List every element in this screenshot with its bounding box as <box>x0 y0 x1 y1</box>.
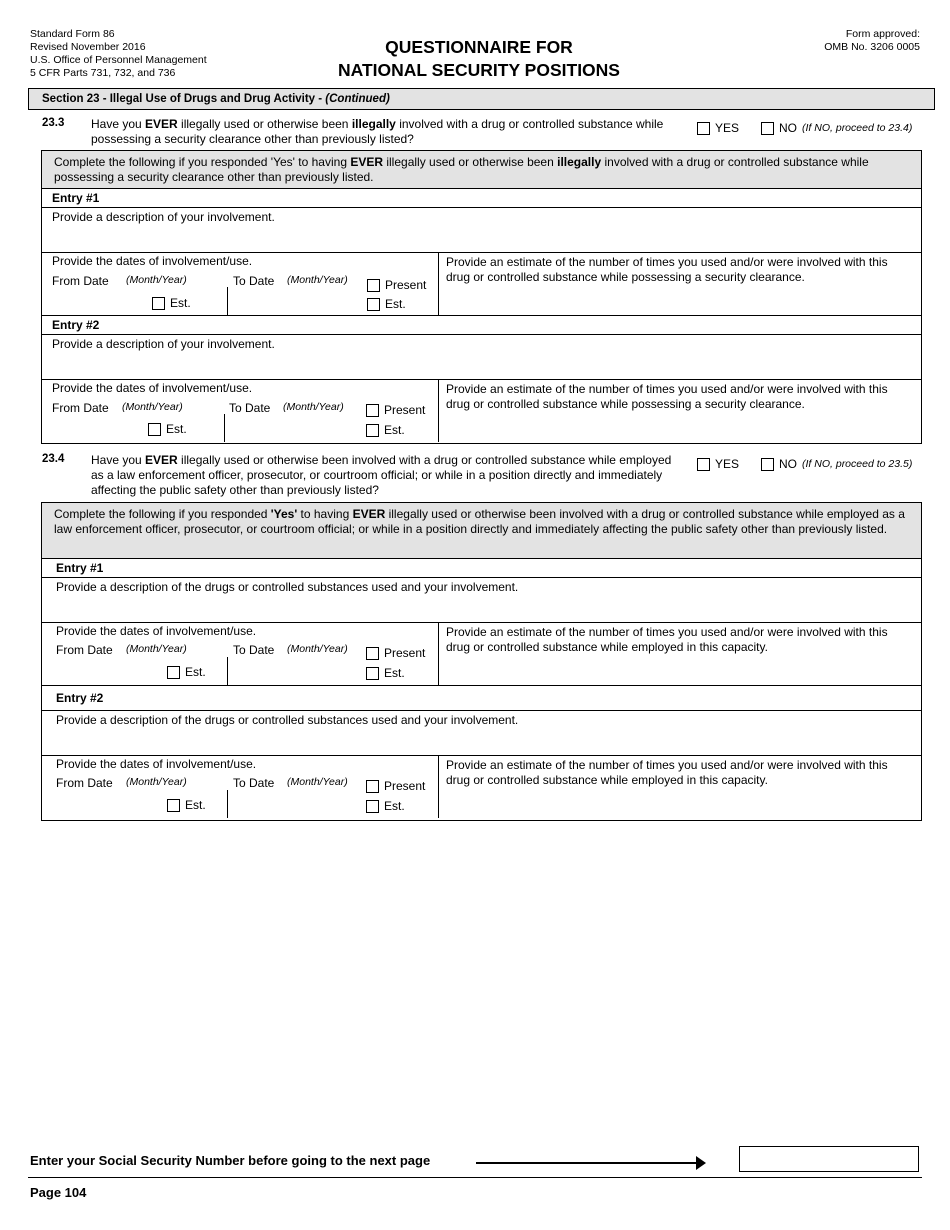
form-revision: Revised November 2016 <box>30 41 146 53</box>
footer-divider <box>28 1177 922 1178</box>
yes-checkbox-23-4[interactable] <box>697 458 710 471</box>
dates-block <box>42 380 439 442</box>
omb-number: OMB No. 3206 0005 <box>824 41 920 53</box>
date-divider <box>224 414 225 442</box>
dates-block <box>42 623 439 685</box>
no-option-23-4[interactable]: NO (If NO, proceed to 23.5) <box>761 457 912 471</box>
to-est-option[interactable]: Est. <box>366 423 405 437</box>
section-continued: (Continued) <box>325 93 390 105</box>
to-date-label: To Date <box>229 401 271 415</box>
from-date-label: From Date <box>56 643 113 657</box>
from-date-format: (Month/Year) <box>126 643 187 655</box>
dates-row <box>42 756 921 818</box>
entry-label: Entry #2 <box>42 686 921 711</box>
from-est-option[interactable]: Est. <box>167 798 206 812</box>
description-field[interactable]: Provide a description of your involvement. <box>42 335 921 380</box>
question-text-23-4: Have you EVER illegally used or otherwise been involved with a drug or controlled substance while employed as a law enforcement officer, prosecutor, or courtroom official; or while in a position directly and immediately affecting the public safety other than previously listed? <box>91 453 672 497</box>
estimate-field[interactable]: Provide an estimate of the number of times you used and/or were involved with this drug or controlled substance while employed in this capacity. <box>446 758 888 787</box>
dates-block <box>42 756 439 818</box>
date-divider <box>227 790 228 818</box>
from-date-label: From Date <box>52 401 109 415</box>
ssn-input-box[interactable] <box>739 1146 919 1172</box>
from-est-checkbox[interactable] <box>152 297 165 310</box>
to-date-label: To Date <box>233 643 275 657</box>
form-identification <box>30 28 207 80</box>
to-est-checkbox[interactable] <box>366 800 379 813</box>
from-est-checkbox[interactable] <box>167 666 180 679</box>
title-line-2: NATIONAL SECURITY POSITIONS <box>338 60 620 80</box>
dates-title: Provide the dates of involvement/use. <box>56 624 257 638</box>
to-date-label: To Date <box>233 274 275 288</box>
description-field[interactable]: Provide a description of the drugs or controlled substances used and your involvement. <box>42 578 921 623</box>
entry-label: Entry #2 <box>42 316 921 335</box>
dates-title: Provide the dates of involvement/use. <box>52 254 253 268</box>
dates-title: Provide the dates of involvement/use. <box>52 381 253 395</box>
omb-approval <box>824 28 920 54</box>
panel-23-3 <box>41 150 922 444</box>
present-checkbox[interactable] <box>366 780 379 793</box>
section-header <box>28 88 935 110</box>
from-date-format: (Month/Year) <box>126 274 187 286</box>
from-est-checkbox[interactable] <box>167 799 180 812</box>
answer-options-23-4 <box>679 457 912 471</box>
description-field[interactable]: Provide a description of the drugs or controlled substances used and your involvement. <box>42 711 921 756</box>
instructions-23-3: Complete the following if you responded 'Yes' to having EVER illegally used or otherwise been illegally involved with a drug or controlled substance while possessing a security clearance other than previously listed. <box>42 151 921 189</box>
to-date-format: (Month/Year) <box>287 776 348 788</box>
dates-row <box>42 253 921 316</box>
question-number-23-3: 23.3 <box>42 117 65 129</box>
present-option[interactable]: Present <box>366 779 425 793</box>
estimate-field[interactable]: Provide an estimate of the number of times you used and/or were involved with this drug or controlled substance while possessing a security clearance. <box>446 382 888 411</box>
from-est-option[interactable]: Est. <box>148 422 187 436</box>
no-checkbox-23-3[interactable] <box>761 122 774 135</box>
estimate-field[interactable]: Provide an estimate of the number of times you used and/or were involved with this drug or controlled substance while employed in this capacity. <box>446 625 888 654</box>
to-est-option[interactable]: Est. <box>366 666 405 680</box>
form-agency: U.S. Office of Personnel Management <box>30 54 207 66</box>
yes-option-23-3[interactable]: YES <box>697 121 739 135</box>
question-number-23-4: 23.4 <box>42 453 65 465</box>
to-est-checkbox[interactable] <box>366 424 379 437</box>
entry-label: Entry #1 <box>42 189 921 208</box>
to-est-checkbox[interactable] <box>367 298 380 311</box>
ssn-prompt: Enter your Social Security Number before going to the next page <box>30 1153 431 1168</box>
arrow-line <box>476 1162 698 1164</box>
to-est-option[interactable]: Est. <box>367 297 406 311</box>
page-number: Page 104 <box>30 1185 87 1200</box>
from-date-format: (Month/Year) <box>122 401 183 413</box>
date-divider <box>227 657 228 685</box>
form-number: Standard Form 86 <box>30 28 115 40</box>
dates-title: Provide the dates of involvement/use. <box>56 757 257 771</box>
entry-label: Entry #1 <box>42 559 921 578</box>
from-est-option[interactable]: Est. <box>167 665 206 679</box>
to-est-checkbox[interactable] <box>366 667 379 680</box>
to-date-format: (Month/Year) <box>287 274 348 286</box>
panel-23-4 <box>41 502 922 821</box>
to-date-label: To Date <box>233 776 275 790</box>
estimate-field[interactable]: Provide an estimate of the number of times you used and/or were involved with this drug or controlled substance while possessing a security clearance. <box>446 255 888 284</box>
from-date-format: (Month/Year) <box>126 776 187 788</box>
date-divider <box>227 287 228 315</box>
from-est-checkbox[interactable] <box>148 423 161 436</box>
no-note-23-4: (If NO, proceed to 23.5) <box>802 458 913 470</box>
present-option[interactable]: Present <box>367 278 426 292</box>
page-title <box>300 36 658 82</box>
dates-block <box>42 253 439 315</box>
to-date-format: (Month/Year) <box>283 401 344 413</box>
question-text-23-3: Have you EVER illegally used or otherwise been illegally involved with a drug or controlled substance while possessing a security clearance other than previously listed? <box>91 117 664 146</box>
dates-row <box>42 380 921 442</box>
no-option-23-3[interactable]: NO (If NO, proceed to 23.4) <box>761 121 912 135</box>
description-field[interactable]: Provide a description of your involvement. <box>42 208 921 253</box>
to-est-option[interactable]: Est. <box>366 799 405 813</box>
form-approved-label: Form approved: <box>845 28 920 40</box>
present-checkbox[interactable] <box>366 647 379 660</box>
present-checkbox[interactable] <box>366 404 379 417</box>
no-checkbox-23-4[interactable] <box>761 458 774 471</box>
present-option[interactable]: Present <box>366 646 425 660</box>
yes-checkbox-23-3[interactable] <box>697 122 710 135</box>
present-option[interactable]: Present <box>366 403 425 417</box>
from-date-label: From Date <box>56 776 113 790</box>
yes-option-23-4[interactable]: YES <box>697 457 739 471</box>
from-date-label: From Date <box>52 274 109 288</box>
title-line-1: QUESTIONNAIRE FOR <box>385 37 573 57</box>
to-date-format: (Month/Year) <box>287 643 348 655</box>
from-est-option[interactable]: Est. <box>152 296 191 310</box>
no-note-23-3: (If NO, proceed to 23.4) <box>802 122 913 134</box>
present-checkbox[interactable] <box>367 279 380 292</box>
section-title: Section 23 - Illegal Use of Drugs and Drug Activity - <box>42 93 326 105</box>
instructions-23-4: Complete the following if you responded 'Yes' to having EVER illegally used or otherwise been involved with a drug or controlled substance while employed as a law enforcement officer, prosecutor, or courtroom official; or while in a position directly and immediately affecting the public safety other than previously listed. <box>42 503 921 559</box>
form-cfr: 5 CFR Parts 731, 732, and 736 <box>30 67 176 79</box>
dates-row <box>42 623 921 686</box>
answer-options-23-3 <box>679 121 912 135</box>
arrow-right-icon <box>696 1156 706 1170</box>
